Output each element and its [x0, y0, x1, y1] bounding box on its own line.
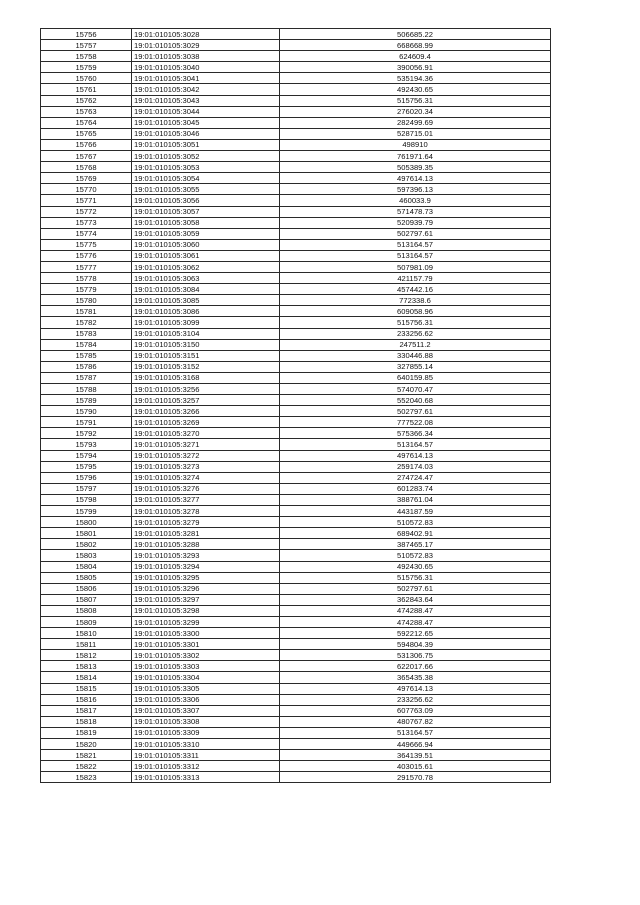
table-row: [41, 639, 551, 650]
row-number-cell: 15776: [41, 250, 132, 261]
row-number-cell: 15778: [41, 273, 132, 284]
value-cell: 594804.39: [280, 639, 551, 650]
row-number-cell: 15810: [41, 628, 132, 639]
value-cell: 506685.22: [280, 29, 551, 40]
cadastral-number-cell: 19:01:010105:3296: [132, 583, 280, 594]
row-number-cell: 15801: [41, 528, 132, 539]
value-cell: 497614.13: [280, 683, 551, 694]
cadastral-number-cell: 19:01:010105:3298: [132, 605, 280, 616]
value-cell: 474288.47: [280, 616, 551, 627]
value-cell: 507981.09: [280, 261, 551, 272]
value-cell: 640159.85: [280, 372, 551, 383]
table-row: [41, 40, 551, 51]
table-row: [41, 372, 551, 383]
row-number-cell: 15779: [41, 284, 132, 295]
value-cell: 497614.13: [280, 173, 551, 184]
cadastral-number-cell: 19:01:010105:3041: [132, 73, 280, 84]
value-cell: 510572.83: [280, 517, 551, 528]
cadastral-number-cell: 19:01:010105:3312: [132, 761, 280, 772]
cadastral-number-cell: 19:01:010105:3086: [132, 306, 280, 317]
row-number-cell: 15806: [41, 583, 132, 594]
table-row: [41, 628, 551, 639]
cadastral-number-cell: 19:01:010105:3301: [132, 639, 280, 650]
table-row: [41, 517, 551, 528]
value-cell: 520939.79: [280, 217, 551, 228]
row-number-cell: 15808: [41, 605, 132, 616]
table-row: [41, 250, 551, 261]
table-row: [41, 139, 551, 150]
cadastral-number-cell: 19:01:010105:3084: [132, 284, 280, 295]
cadastral-number-cell: 19:01:010105:3040: [132, 62, 280, 73]
value-cell: 233256.62: [280, 328, 551, 339]
cadastral-number-cell: 19:01:010105:3302: [132, 650, 280, 661]
table-row: [41, 261, 551, 272]
cadastral-number-cell: 19:01:010105:3303: [132, 661, 280, 672]
value-cell: 515756.31: [280, 95, 551, 106]
table-row: [41, 361, 551, 372]
cadastral-number-cell: 19:01:010105:3269: [132, 417, 280, 428]
table-row: [41, 239, 551, 250]
table-row: [41, 650, 551, 661]
value-cell: 492430.65: [280, 84, 551, 95]
table-row: [41, 184, 551, 195]
row-number-cell: 15803: [41, 550, 132, 561]
table-row: [41, 384, 551, 395]
row-number-cell: 15759: [41, 62, 132, 73]
cadastral-number-cell: 19:01:010105:3277: [132, 494, 280, 505]
table-row: [41, 328, 551, 339]
table-row: [41, 550, 551, 561]
cadastral-number-cell: 19:01:010105:3044: [132, 106, 280, 117]
table-row: [41, 561, 551, 572]
table-row: [41, 339, 551, 350]
row-number-cell: 15807: [41, 594, 132, 605]
cadastral-number-cell: 19:01:010105:3042: [132, 84, 280, 95]
value-cell: 571478.73: [280, 206, 551, 217]
row-number-cell: 15799: [41, 506, 132, 517]
row-number-cell: 15774: [41, 228, 132, 239]
value-cell: 609058.96: [280, 306, 551, 317]
row-number-cell: 15813: [41, 661, 132, 672]
table-row: [41, 572, 551, 583]
cadastral-number-cell: 19:01:010105:3152: [132, 361, 280, 372]
row-number-cell: 15784: [41, 339, 132, 350]
value-cell: 274724.47: [280, 472, 551, 483]
cadastral-number-cell: 19:01:010105:3038: [132, 51, 280, 62]
table-row: [41, 494, 551, 505]
table-row: [41, 73, 551, 84]
value-cell: 233256.62: [280, 694, 551, 705]
row-number-cell: 15804: [41, 561, 132, 572]
value-cell: 592212.65: [280, 628, 551, 639]
table-row: [41, 472, 551, 483]
table-row: [41, 450, 551, 461]
row-number-cell: 15762: [41, 95, 132, 106]
cadastral-number-cell: 19:01:010105:3276: [132, 483, 280, 494]
table-row: [41, 95, 551, 106]
value-cell: 247511.2: [280, 339, 551, 350]
table-row: [41, 739, 551, 750]
row-number-cell: 15798: [41, 494, 132, 505]
value-cell: 498910: [280, 139, 551, 150]
row-number-cell: 15795: [41, 461, 132, 472]
value-cell: 259174.03: [280, 461, 551, 472]
cadastral-number-cell: 19:01:010105:3270: [132, 428, 280, 439]
cadastral-number-cell: 19:01:010105:3085: [132, 295, 280, 306]
row-number-cell: 15790: [41, 406, 132, 417]
cadastral-number-cell: 19:01:010105:3256: [132, 384, 280, 395]
cadastral-number-cell: 19:01:010105:3313: [132, 772, 280, 783]
cadastral-number-cell: 19:01:010105:3029: [132, 40, 280, 51]
row-number-cell: 15792: [41, 428, 132, 439]
row-number-cell: 15768: [41, 162, 132, 173]
row-number-cell: 15797: [41, 483, 132, 494]
value-cell: 502797.61: [280, 228, 551, 239]
table-row: [41, 51, 551, 62]
cadastral-number-cell: 19:01:010105:3266: [132, 406, 280, 417]
table-row: [41, 727, 551, 738]
value-cell: 689402.91: [280, 528, 551, 539]
cadastral-number-cell: 19:01:010105:3043: [132, 95, 280, 106]
cadastral-number-cell: 19:01:010105:3054: [132, 173, 280, 184]
table-row: [41, 761, 551, 772]
table-row: [41, 273, 551, 284]
row-number-cell: 15769: [41, 173, 132, 184]
table-row: [41, 417, 551, 428]
cadastral-number-cell: 19:01:010105:3151: [132, 350, 280, 361]
row-number-cell: 15814: [41, 672, 132, 683]
table-row: [41, 716, 551, 727]
row-number-cell: 15758: [41, 51, 132, 62]
value-cell: 457442.16: [280, 284, 551, 295]
table-row: [41, 395, 551, 406]
value-cell: 388761.04: [280, 494, 551, 505]
value-cell: 291570.78: [280, 772, 551, 783]
value-cell: 513164.57: [280, 239, 551, 250]
cadastral-number-cell: 19:01:010105:3257: [132, 395, 280, 406]
value-cell: 513164.57: [280, 250, 551, 261]
table-row: [41, 306, 551, 317]
row-number-cell: 15816: [41, 694, 132, 705]
table-row: [41, 483, 551, 494]
cadastral-number-cell: 19:01:010105:3056: [132, 195, 280, 206]
value-cell: 330446.88: [280, 350, 551, 361]
value-cell: 327855.14: [280, 361, 551, 372]
table-row: [41, 295, 551, 306]
cadastral-number-cell: 19:01:010105:3300: [132, 628, 280, 639]
value-cell: 528715.01: [280, 128, 551, 139]
value-cell: 531306.75: [280, 650, 551, 661]
cadastral-number-cell: 19:01:010105:3060: [132, 239, 280, 250]
cadastral-number-cell: 19:01:010105:3288: [132, 539, 280, 550]
table-row: [41, 506, 551, 517]
row-number-cell: 15823: [41, 772, 132, 783]
cadastral-number-cell: 19:01:010105:3168: [132, 372, 280, 383]
table-row: [41, 428, 551, 439]
value-cell: 276020.34: [280, 106, 551, 117]
row-number-cell: 15756: [41, 29, 132, 40]
table-row: [41, 694, 551, 705]
value-cell: 474288.47: [280, 605, 551, 616]
table-row: [41, 594, 551, 605]
cadastral-number-cell: 19:01:010105:3059: [132, 228, 280, 239]
value-cell: 492430.65: [280, 561, 551, 572]
row-number-cell: 15783: [41, 328, 132, 339]
value-cell: 510572.83: [280, 550, 551, 561]
value-cell: 282499.69: [280, 117, 551, 128]
cadastral-number-cell: 19:01:010105:3295: [132, 572, 280, 583]
cadastral-number-cell: 19:01:010105:3311: [132, 750, 280, 761]
cadastral-value-table: [40, 28, 551, 783]
row-number-cell: 15785: [41, 350, 132, 361]
row-number-cell: 15775: [41, 239, 132, 250]
table-row: [41, 151, 551, 162]
row-number-cell: 15764: [41, 117, 132, 128]
cadastral-number-cell: 19:01:010105:3294: [132, 561, 280, 572]
value-cell: 772338.6: [280, 295, 551, 306]
table-row: [41, 317, 551, 328]
cadastral-number-cell: 19:01:010105:3046: [132, 128, 280, 139]
cadastral-number-cell: 19:01:010105:3281: [132, 528, 280, 539]
row-number-cell: 15794: [41, 450, 132, 461]
row-number-cell: 15800: [41, 517, 132, 528]
cadastral-number-cell: 19:01:010105:3308: [132, 716, 280, 727]
table-row: [41, 772, 551, 783]
value-cell: 421157.79: [280, 273, 551, 284]
row-number-cell: 15757: [41, 40, 132, 51]
cadastral-number-cell: 19:01:010105:3061: [132, 250, 280, 261]
cadastral-number-cell: 19:01:010105:3150: [132, 339, 280, 350]
cadastral-number-cell: 19:01:010105:3304: [132, 672, 280, 683]
value-cell: 597396.13: [280, 184, 551, 195]
cadastral-number-cell: 19:01:010105:3272: [132, 450, 280, 461]
value-cell: 777522.08: [280, 417, 551, 428]
row-number-cell: 15782: [41, 317, 132, 328]
table-row: [41, 539, 551, 550]
row-number-cell: 15787: [41, 372, 132, 383]
value-cell: 607763.09: [280, 705, 551, 716]
value-cell: 513164.57: [280, 727, 551, 738]
table-row: [41, 583, 551, 594]
row-number-cell: 15760: [41, 73, 132, 84]
cadastral-number-cell: 19:01:010105:3279: [132, 517, 280, 528]
value-cell: 535194.36: [280, 73, 551, 84]
cadastral-number-cell: 19:01:010105:3055: [132, 184, 280, 195]
value-cell: 575366.34: [280, 428, 551, 439]
value-cell: 502797.61: [280, 583, 551, 594]
value-cell: 403015.61: [280, 761, 551, 772]
value-cell: 515756.31: [280, 317, 551, 328]
table-row: [41, 683, 551, 694]
row-number-cell: 15821: [41, 750, 132, 761]
table-row: [41, 106, 551, 117]
table-row: [41, 173, 551, 184]
table-row: [41, 217, 551, 228]
value-cell: 460033.9: [280, 195, 551, 206]
row-number-cell: 15809: [41, 616, 132, 627]
cadastral-number-cell: 19:01:010105:3053: [132, 162, 280, 173]
table-row: [41, 661, 551, 672]
cadastral-number-cell: 19:01:010105:3063: [132, 273, 280, 284]
table-row: [41, 750, 551, 761]
row-number-cell: 15812: [41, 650, 132, 661]
row-number-cell: 15796: [41, 472, 132, 483]
row-number-cell: 15763: [41, 106, 132, 117]
table-row: [41, 84, 551, 95]
value-cell: 668668.99: [280, 40, 551, 51]
row-number-cell: 15820: [41, 739, 132, 750]
cadastral-number-cell: 19:01:010105:3299: [132, 616, 280, 627]
table-row: [41, 62, 551, 73]
cadastral-number-cell: 19:01:010105:3306: [132, 694, 280, 705]
row-number-cell: 15789: [41, 395, 132, 406]
cadastral-number-cell: 19:01:010105:3051: [132, 139, 280, 150]
table-row: [41, 528, 551, 539]
row-number-cell: 15791: [41, 417, 132, 428]
row-number-cell: 15815: [41, 683, 132, 694]
row-number-cell: 15770: [41, 184, 132, 195]
row-number-cell: 15817: [41, 705, 132, 716]
value-cell: 449666.94: [280, 739, 551, 750]
row-number-cell: 15822: [41, 761, 132, 772]
table-row: [41, 439, 551, 450]
row-number-cell: 15818: [41, 716, 132, 727]
cadastral-number-cell: 19:01:010105:3310: [132, 739, 280, 750]
table-row: [41, 605, 551, 616]
value-cell: 480767.82: [280, 716, 551, 727]
table-row: [41, 117, 551, 128]
value-cell: 552040.68: [280, 395, 551, 406]
row-number-cell: 15773: [41, 217, 132, 228]
cadastral-number-cell: 19:01:010105:3099: [132, 317, 280, 328]
value-cell: 624609.4: [280, 51, 551, 62]
row-number-cell: 15771: [41, 195, 132, 206]
value-cell: 502797.61: [280, 406, 551, 417]
value-cell: 365435.38: [280, 672, 551, 683]
table-row: [41, 350, 551, 361]
value-cell: 515756.31: [280, 572, 551, 583]
value-cell: 497614.13: [280, 450, 551, 461]
value-cell: 601283.74: [280, 483, 551, 494]
row-number-cell: 15780: [41, 295, 132, 306]
row-number-cell: 15788: [41, 384, 132, 395]
value-cell: 387465.17: [280, 539, 551, 550]
cadastral-number-cell: 19:01:010105:3062: [132, 261, 280, 272]
value-cell: 622017.66: [280, 661, 551, 672]
row-number-cell: 15802: [41, 539, 132, 550]
row-number-cell: 15766: [41, 139, 132, 150]
table-row: [41, 616, 551, 627]
cadastral-number-cell: 19:01:010105:3297: [132, 594, 280, 605]
cadastral-number-cell: 19:01:010105:3278: [132, 506, 280, 517]
cadastral-number-cell: 19:01:010105:3307: [132, 705, 280, 716]
row-number-cell: 15793: [41, 439, 132, 450]
cadastral-number-cell: 19:01:010105:3293: [132, 550, 280, 561]
table-row: [41, 162, 551, 173]
value-cell: 574070.47: [280, 384, 551, 395]
table-row: [41, 705, 551, 716]
table-body: [41, 29, 551, 783]
table-row: [41, 461, 551, 472]
table-row: [41, 29, 551, 40]
row-number-cell: 15777: [41, 261, 132, 272]
value-cell: 362843.64: [280, 594, 551, 605]
table-row: [41, 228, 551, 239]
table-row: [41, 672, 551, 683]
row-number-cell: 15811: [41, 639, 132, 650]
table-row: [41, 128, 551, 139]
row-number-cell: 15767: [41, 151, 132, 162]
value-cell: 761971.64: [280, 151, 551, 162]
cadastral-number-cell: 19:01:010105:3052: [132, 151, 280, 162]
row-number-cell: 15772: [41, 206, 132, 217]
cadastral-number-cell: 19:01:010105:3274: [132, 472, 280, 483]
cadastral-number-cell: 19:01:010105:3273: [132, 461, 280, 472]
cadastral-number-cell: 19:01:010105:3305: [132, 683, 280, 694]
row-number-cell: 15819: [41, 727, 132, 738]
row-number-cell: 15786: [41, 361, 132, 372]
value-cell: 513164.57: [280, 439, 551, 450]
cadastral-number-cell: 19:01:010105:3309: [132, 727, 280, 738]
value-cell: 390056.91: [280, 62, 551, 73]
cadastral-number-cell: 19:01:010105:3104: [132, 328, 280, 339]
row-number-cell: 15761: [41, 84, 132, 95]
value-cell: 443187.59: [280, 506, 551, 517]
row-number-cell: 15805: [41, 572, 132, 583]
cadastral-number-cell: 19:01:010105:3045: [132, 117, 280, 128]
cadastral-number-cell: 19:01:010105:3057: [132, 206, 280, 217]
value-cell: 505389.35: [280, 162, 551, 173]
row-number-cell: 15765: [41, 128, 132, 139]
row-number-cell: 15781: [41, 306, 132, 317]
cadastral-number-cell: 19:01:010105:3058: [132, 217, 280, 228]
value-cell: 364139.51: [280, 750, 551, 761]
table-row: [41, 195, 551, 206]
cadastral-number-cell: 19:01:010105:3028: [132, 29, 280, 40]
cadastral-number-cell: 19:01:010105:3271: [132, 439, 280, 450]
table-row: [41, 406, 551, 417]
table-row: [41, 206, 551, 217]
table-row: [41, 284, 551, 295]
